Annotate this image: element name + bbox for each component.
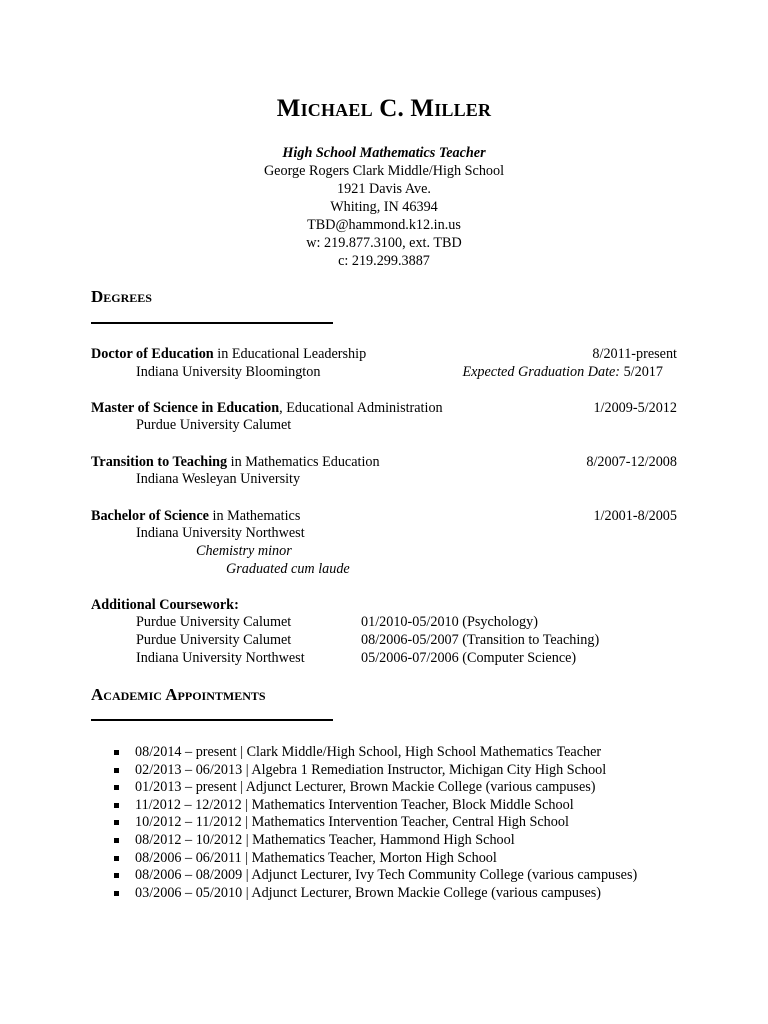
list-item <box>114 885 637 903</box>
resume-name: Michael C. Miller <box>276 95 492 122</box>
coursework-school: Indiana University Northwest <box>136 650 305 666</box>
degree-honors <box>226 561 350 578</box>
appointments-divider <box>91 719 333 721</box>
email-address[interactable]: TBD@hammond.k12.in.us <box>307 217 461 233</box>
degree-school: Purdue University Calumet <box>136 417 292 433</box>
degrees-divider <box>91 322 333 324</box>
bullet-icon <box>114 820 119 825</box>
appointment-text: 08/2014 – present | Clark Middle/High School, High School Mathematics Teacher <box>135 744 602 760</box>
bullet-icon <box>114 891 119 896</box>
expected-graduation-label: Expected Graduation Date: <box>462 364 621 380</box>
degree-field: in Mathematics Education <box>227 454 380 470</box>
expected-graduation-value: 5/2017 <box>620 364 663 380</box>
city-state-zip: Whiting, IN 46394 <box>330 199 438 215</box>
list-item <box>114 744 637 762</box>
bullet-icon <box>114 838 119 843</box>
degree-name: Doctor of Education <box>91 346 214 362</box>
job-title: High School Mathematics Teacher <box>282 145 486 161</box>
appointments-list <box>114 744 637 902</box>
bullet-icon <box>114 873 119 878</box>
coursework-detail: 01/2010-05/2010 (Psychology) <box>361 614 538 630</box>
degree-school: Indiana Wesleyan University <box>136 471 301 487</box>
appointment-text: 08/2006 – 08/2009 | Adjunct Lecturer, Ivy Tech Community College (various campuses) <box>135 867 638 884</box>
list-item <box>114 762 637 780</box>
coursework-school: Purdue University Calumet <box>136 614 292 630</box>
degree-school: Indiana University Bloomington <box>136 364 321 380</box>
work-phone: w: 219.877.3100, ext. TBD <box>306 235 462 251</box>
degree-line <box>91 400 443 417</box>
degree-school: Indiana University Northwest <box>136 525 305 541</box>
degree-name: Transition to Teaching <box>91 454 228 470</box>
list-item <box>114 779 637 797</box>
list-item <box>114 867 637 885</box>
bullet-icon <box>114 785 119 790</box>
appointment-text: 11/2012 – 12/2012 | Mathematics Intervention Teacher, Block Middle School <box>135 796 574 813</box>
degree-dates: 8/2011-present <box>592 346 677 362</box>
contact-block <box>0 144 768 270</box>
degree-line <box>91 508 300 525</box>
appointment-text: 10/2012 – 11/2012 | Mathematics Intervention Teacher, Central High School <box>135 814 569 831</box>
coursework-detail: 05/2006-07/2006 (Computer Science) <box>361 650 577 666</box>
degree-name: Master of Science in Education <box>91 400 280 416</box>
appointment-text: 02/2013 – 06/2013 | Algebra 1 Remediation Instructor, Michigan City High School <box>135 761 607 778</box>
minor-text: Chemistry minor <box>196 543 292 559</box>
degree-name: Bachelor of Science <box>91 508 209 524</box>
list-item <box>114 797 637 815</box>
appointment-text: 08/2006 – 06/2011 | Mathematics Teacher, Morton High School <box>135 849 497 866</box>
bullet-icon <box>114 768 119 773</box>
degree-dates: 1/2009-5/2012 <box>593 400 677 416</box>
honors-text: Graduated cum laude <box>226 561 350 577</box>
appointment-text: 03/2006 – 05/2010 | Adjunct Lecturer, Brown Mackie College (various campuses) <box>135 884 602 901</box>
degree-field: in Mathematics <box>208 508 301 524</box>
street-address: 1921 Davis Ave. <box>337 181 431 197</box>
list-item <box>114 832 637 850</box>
degree-dates: 8/2007-12/2008 <box>586 454 677 470</box>
school-name: George Rogers Clark Middle/High School <box>263 163 505 179</box>
bullet-icon <box>114 803 119 808</box>
appointments-heading: Academic Appointments <box>91 685 266 704</box>
cell-phone: c: 219.299.3887 <box>338 253 430 269</box>
degree-field: , Educational Administration <box>279 400 443 416</box>
degree-line <box>91 346 366 363</box>
degree-dates: 1/2001-8/2005 <box>593 508 677 524</box>
degree-line <box>91 454 380 471</box>
expected-graduation <box>462 364 663 381</box>
degrees-heading: Degrees <box>91 287 152 306</box>
coursework-school: Purdue University Calumet <box>136 632 292 648</box>
coursework-title: Additional Coursework: <box>91 597 239 613</box>
list-item <box>114 814 637 832</box>
appointment-text: 08/2012 – 10/2012 | Mathematics Teacher, Hammond High School <box>135 831 515 848</box>
bullet-icon <box>114 856 119 861</box>
degree-field: in Educational Leadership <box>213 346 367 362</box>
coursework-heading <box>91 597 239 614</box>
degree-minor <box>196 543 292 560</box>
list-item <box>114 850 637 868</box>
appointment-text: 01/2013 – present | Adjunct Lecturer, Brown Mackie College (various campuses) <box>135 779 596 796</box>
bullet-icon <box>114 750 119 755</box>
coursework-detail: 08/2006-05/2007 (Transition to Teaching) <box>361 632 600 648</box>
